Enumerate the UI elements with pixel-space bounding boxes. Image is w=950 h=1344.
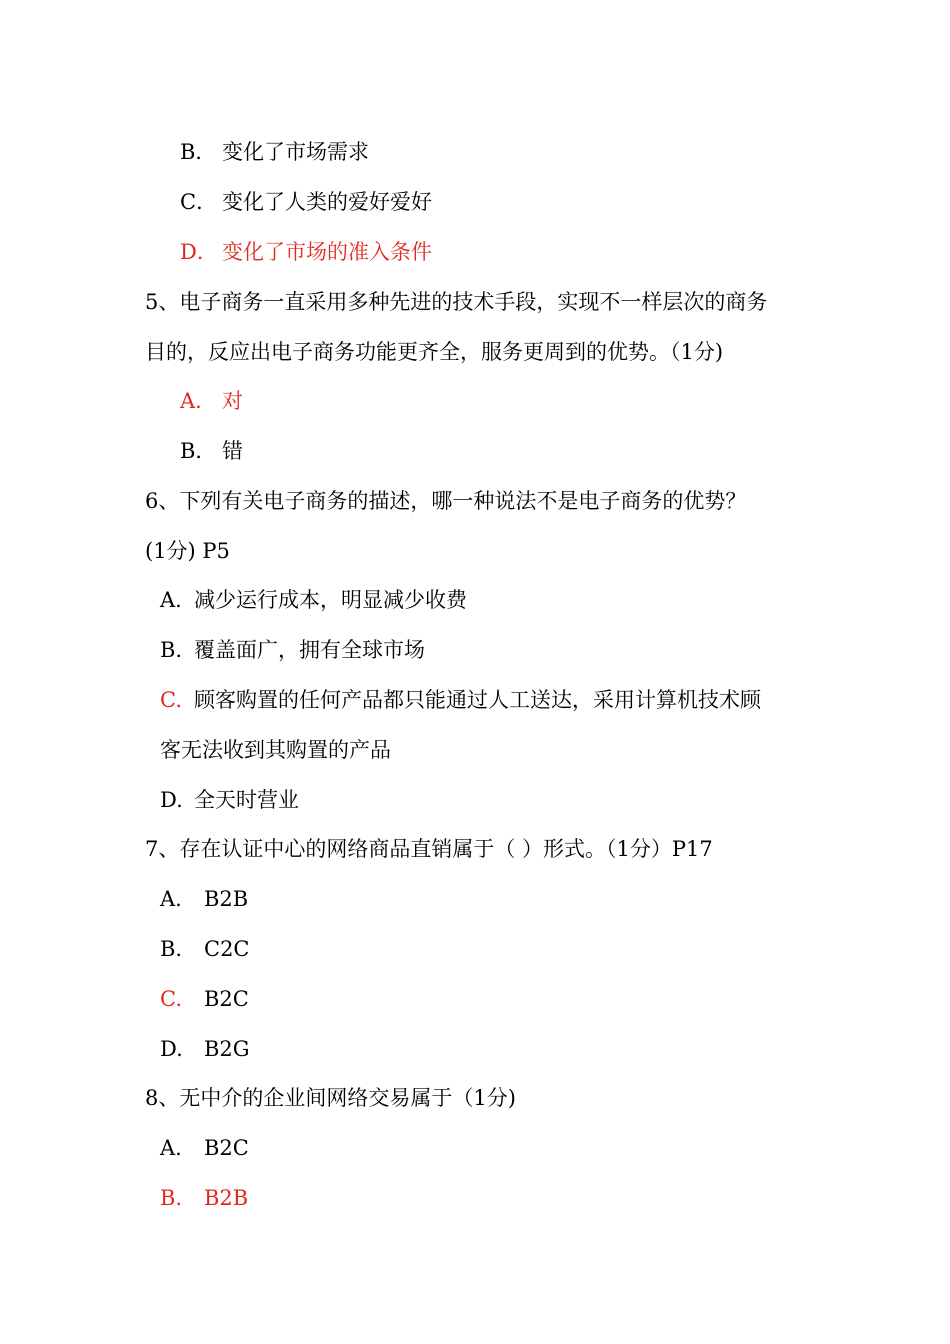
q8-stem: 8、无中介的企业间网络交易属于（1分) <box>145 1086 516 1110</box>
option-marker: C. <box>160 688 182 712</box>
option-text: 减少运行成本，明显减少收费 <box>194 588 467 612</box>
q6-option-d <box>160 786 299 814</box>
q6-stem-line1: 6、下列有关电子商务的描述，哪一种说法不是电子商务的优势？ <box>145 489 747 513</box>
option-marker: A． <box>180 389 217 413</box>
option-marker: B． <box>180 439 217 463</box>
q7-option-b <box>160 935 250 963</box>
q8-option-b-correct <box>160 1184 248 1212</box>
option-marker: A. <box>160 1136 182 1160</box>
option-marker: D. <box>160 1037 183 1061</box>
option-marker: B. <box>160 1186 183 1210</box>
option-text: 覆盖面广，拥有全球市场 <box>194 638 425 662</box>
q7-option-c-correct <box>160 985 249 1013</box>
option-marker: C. <box>160 987 182 1011</box>
option-text: 变化了人类的爱好爱好 <box>222 190 432 214</box>
option-text: B2G <box>204 1037 250 1061</box>
option-text: B2B <box>204 887 249 911</box>
option-text: 变化了市场的准入条件 <box>222 240 432 264</box>
q6-option-b <box>160 636 425 664</box>
q5-option-b <box>180 437 243 465</box>
option-marker: B. <box>160 937 183 961</box>
q5-stem-line1: 5、电子商务一直采用多种先进的技术手段，实现不一样层次的商务 <box>145 290 768 314</box>
q8-option-a <box>160 1134 249 1162</box>
q4-option-c <box>180 188 432 216</box>
option-text: C2C <box>204 937 250 961</box>
q4-option-b <box>180 138 369 166</box>
option-marker: A. <box>160 588 182 612</box>
option-marker: C． <box>180 190 218 214</box>
option-marker: D. <box>160 788 183 812</box>
option-text: 顾客购置的任何产品都只能通过人工送达，采用计算机技术顾 <box>194 688 761 712</box>
option-text: 对 <box>222 389 243 413</box>
option-text: 变化了市场需求 <box>222 140 369 164</box>
q5-option-a-correct <box>180 387 243 415</box>
q6-option-c-correct <box>160 686 761 714</box>
option-marker: B. <box>160 638 183 662</box>
q5-stem-line2: 目的，反应出电子商务功能更齐全，服务更周到的优势。（1分) <box>145 340 724 364</box>
q6-option-c-continuation: 客无法收到其购置的产品 <box>160 738 391 762</box>
q4-option-d-correct <box>180 238 432 266</box>
option-text: B2C <box>204 1136 249 1160</box>
q7-stem: 7、存在认证中心的网络商品直销属于（ ）形式。（1分）P17 <box>145 837 713 861</box>
option-text: 全天时营业 <box>194 788 299 812</box>
option-text: B2C <box>204 987 249 1011</box>
option-marker: A. <box>160 887 182 911</box>
q6-stem-line2: (1分) P5 <box>145 539 230 563</box>
q6-option-a <box>160 586 467 614</box>
option-text: B2B <box>204 1186 249 1210</box>
option-marker: D． <box>180 240 218 264</box>
option-text: 错 <box>222 439 243 463</box>
option-marker: B． <box>180 140 217 164</box>
q7-option-a <box>160 885 248 913</box>
q7-option-d <box>160 1035 250 1063</box>
